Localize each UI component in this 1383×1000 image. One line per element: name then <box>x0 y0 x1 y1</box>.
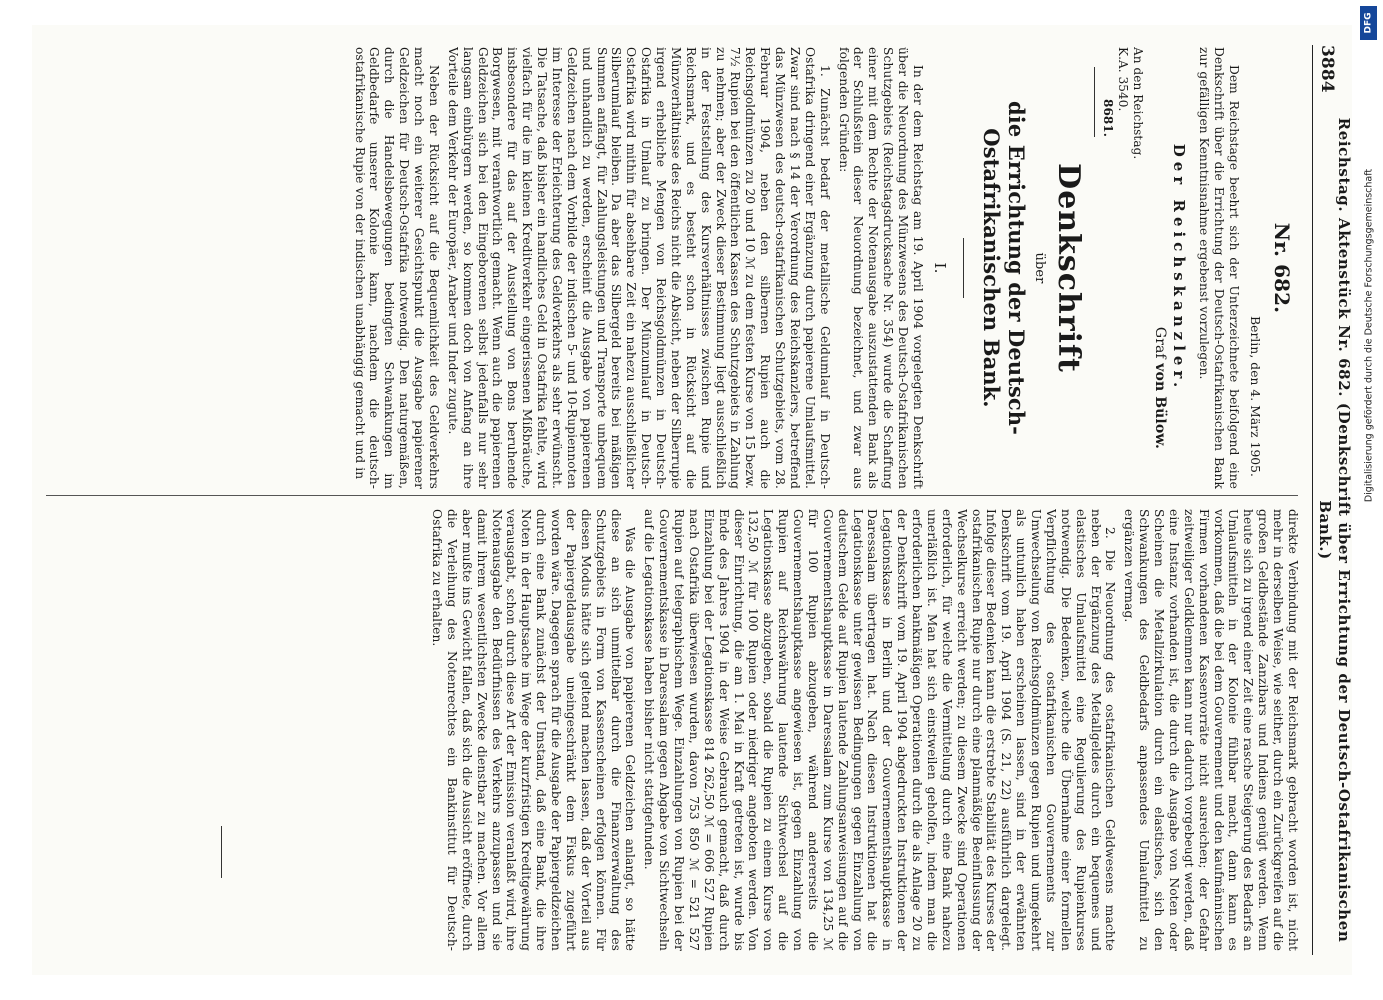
right-column <box>42 509 1300 951</box>
digitization-credit <box>1360 40 1377 1000</box>
column-divider <box>46 495 1298 496</box>
dfg-logo-text: DFG <box>1363 12 1374 34</box>
file-reference: K.A. 3540. <box>1115 47 1130 112</box>
section-heading: I. <box>930 262 949 274</box>
paragraph: 1. Zunächst bedarf der metallische Geldumlauf in Deutsch-Ostafrika dringend einer Ergänzung durch papierene Umlaufsmittel. Zwar sind nach § 14 der Verordnung des Reichskanzlers, betreffend das Münzwesen des deutsch-ostafrikanischen Schutzgebiets, vom 28. Februar 1904, neben den silbernen Rupien auch die Reichsgoldmünzen zu 20 und 10 ℳ zu dem festen Kurse von 15 bezw. 7½ Rupien bei den öffentlichen Kassen des Schutzgebiets in Zahlung zu nehmen; aber der Zweck dieser Bestimmung liegt ausschließlich in der Feststellung des Kursverhältnisses zwischen Rupie und Reichsmark, und es besteht schon in Rücksicht auf die Münzverhältnisse des Reichs nicht die Absicht, neben der Silberrupie irgend erhebliche Mengen von Reichsgoldmünzen in Deutsch-Ostafrika in Umlauf zu bringen. Der Münzumlauf in Deutsch-Ostafrika wird mithin für absehbare Zeit ein nahezu ausschließlicher Silberumlauf bleiben. Da aber das Silbergeld bereits bei mäßigen Summen anfängt, für Zahlungsleistungen und Transporte unbequem und unhandlich zu werden, erscheint die Ausgabe von papierenen Geldzeichen nach dem Vorbilde der indischen 5- und 10-Rupiennoten im Interesse der Erleichterung des Geldverkehrs als sehr erwünscht. Die Tatsache, daß bisher ein handliches Geld in Ostafrika fehlte, wird vielfach für die im kleinen Kreditverkehr eingerissenen Mißbräuche, insbesondere für das auf der Ausstellung von Bons beruhende Borgwesen, mit verantwortlich gemacht. Wenn auch die papierenen Geldzeichen sich bei den Eingeborenen selbst jedenfalls nur sehr langsam einbürgern werden, so kommen doch von Anfang an ihre Vorteile dem Verkehr der Europäer, Araber und Inder zugute. <box>445 47 832 489</box>
signature-prefix: Graf <box>1151 326 1168 359</box>
divider <box>963 238 964 298</box>
dfg-logo <box>1360 6 1377 40</box>
addressee: An den Reichstag. <box>1130 47 1145 160</box>
margin-pencil-mark <box>205 826 222 878</box>
memorandum-subtitle: die Errichtung der Deutsch-Ostafrikanischen Bank. <box>978 101 1029 435</box>
memorandum-title: Denkschrift <box>1050 163 1086 373</box>
paragraph: Neben der Rücksicht auf die Bequemlichkeit des Geldverkehrs macht noch ein weiterer Gesichtspunkt die Ausgabe papierener Geldzeichen für Deutsch-Ostafrika notwendig. Den naturgemäßen, durch die Handelsbewegungen bedingten Schwankungen im Geldbedarfe unserer Kolonie kann, nachdem die deutsch-ostafrikanische Rupie von der indischen unabhängig gemacht und in <box>352 47 441 489</box>
paragraph: Was die Ausgabe von papierenen Geldzeichen anlangt, so hätte diese an sich unmittelbar durch die Finanzverwaltung des Schutzgebiets in Form von Kassenscheinen erfolgen können. Für diesen Modus hätte sich geltend machen lassen, daß der Vorteil aus der Papiergeldausgabe uneingeschränkt dem Fiskus zugeführt worden wäre. Dagegen sprach für die Ausgabe der Papiergeldzeichen durch eine Bank zunächst der Umstand, daß eine Bank, die ihre Noten in der Hauptsache im Wege der kurzfristigen Kreditgewährung verausgabt, schon durch diese Art der Emission veranlaßt wird, ihre Notenausgabe den Bedürfnissen des Verkehrs anzupassen und sie damit ihrem wesentlichsten Zwecke dienstbar zu machen. Vor allem aber mußte ins Gewicht fallen, daß sich die Aussicht eröffnete, durch die Verleihung des Notenrechtes ein Bankinstitut für Deutsch-Ostafrika zu erhalten. <box>429 509 637 951</box>
running-title: Reichstag. Aktenstück Nr. 682. (Denkschrift über Errichtung der Deutsch-Ostafrikanischen Bank.) <box>1315 117 1353 943</box>
running-head <box>1312 45 1353 955</box>
page-number: 3884 <box>1316 45 1337 93</box>
signature <box>1150 47 1167 449</box>
signature-name: von Bülow. <box>1151 363 1168 449</box>
file-reference-number: 8681. <box>1100 99 1115 138</box>
divider <box>1093 67 1094 137</box>
paragraph: 2. Die Neuordnung des ostafrikanischen Geldwesens machte neben der Ergänzung des Metallgeldes durch ein bequemes und elastisches Umlaufsmittel eine Regulierung des Rupienkurses notwendig. Die Bedenken, welche die Übernahme einer formellen Verpflichtung des ostafrikanischen Gouvernements zur Umwechselung von Reichsgoldmünzen gegen Rupien und umgekehrt als untunlich haben erscheinen lassen, sind in der erwähnten Denkschrift vom 19. April 1904 (S. 21, 22) ausführlich dargelegt. Infolge dieser Bedenken kann die erstrebte Stabilität des Kurses der ostafrikanischen Rupie nur durch eine planmäßige Beeinflussung der Wechselkurse erreicht werden; zu diesem Zwecke sind Operationen erforderlich, für welche die Vermittelung durch eine Bank nahezu unerläßlich ist. Man hat sich einstweilen geholfen, indem man die erforderlichen bankmäßigen Operationen durch die als Anlage 20 zu der Denkschrift vom 19. April 1904 abgedruckten Instruktionen der Legationskasse in Berlin und der Gouvernementshauptkasse in Daressalam übertragen hat. Nach diesen Instruktionen hat die Legationskasse unter gewissen Bedingungen gegen Einzahlung von deutschem Gelde auf Rupien lautende Zahlungsanweisungen auf die Gouvernementshauptkasse in Daressalam zum Kurse von 134,25 ℳ für 100 Rupien abzugeben, während andererseits die Gouvernementshauptkasse angewiesen ist, gegen Einzahlung von Rupien auf Reichswährung lautende Sichtwechsel auf die Legationskasse abzugeben, sobald die Rupien zu einem Kurse von 132,50 ℳ für 100 Rupien oder niedriger angeboten werden. Von dieser Einrichtung, die am 1. Mai in Kraft getreten ist, wurde bis Ende des Jahres 1904 in der Weise Gebrauch gemacht, daß durch Einzahlung bei der Legationskasse 814 262,50 ℳ = 606 527 Rupien nach Ostafrika überwiesen wurden, davon 753 850 ℳ = 521 527 Rupien auf telegraphischem Wege. Einzahlungen von Rupien bei der Gouvernementskasse in Daressalam gegen Abgabe von Sichtwechseln auf die Legationskasse haben bisher nicht stattgefunden. <box>641 509 1117 951</box>
digitization-credit-text: Digitalisierung gefördert durch die Deutsche Forschungsgemeinschaft <box>1363 168 1374 503</box>
left-column <box>42 47 1300 489</box>
document-page <box>32 25 1352 975</box>
document-number: Nr. 682. <box>1269 222 1294 314</box>
paragraph: In der dem Reichstag am 19. April 1904 vorgelegten Denkschrift über die Neuordnung des Münzwesens des Deutsch-Ostafrikanischen Schutzgebiets (Reichstagsdrucksache Nr. 354) wurde die Schaffung einer mit dem Rechte der Notenausgabe auszustattenden Bank als der Schlußstein dieser Neuordnung bezeichnet, und zwar aus folgenden Gründen: <box>836 47 925 489</box>
digitization-notice <box>1353 0 1383 1000</box>
cover-letter-text: Dem Reichstage beehrt sich der Unterzeichnete beifolgend eine Denkschrift über die Errichtung der Deutsch-Ostafrikanischen Bank zur gefälligen Kenntnisnahme ergebenst vorzulegen. <box>1196 47 1241 489</box>
signature-title: Der Reichskanzler. <box>1169 143 1188 393</box>
memorandum-connector: über <box>1031 252 1047 284</box>
dateline: Berlin, den 4. März 1905. <box>1247 316 1262 477</box>
paragraph: direkte Verbindung mit der Reichsmark gebracht worden ist, nicht mehr in derselben Weise, wie seither, durch ein Zurückgreifen auf die großen Geldbestände Zanzibars und Indiens genügt werden. Wenn heute sich zu irgend einer Zeit eine rasche Steigerung des Bedarfs an Umlaufsmitteln in der Kolonie fühlbar macht, dann kann es vorkommen, daß die bei dem Gouvernement und den kaufmännischen Firmen vorhandenen Kassenvorräte nicht ausreichen; der Gefahr zeitweiliger Geldklemmen kann nur dadurch vorgebeugt werden, daß eine Instanz vorhanden ist, die durch die Ausgabe von Noten oder Scheinen die Metallzirkulation durch ein elastisches, sich den Schwankungen des Geldbedarfs anpassendes Umlaufmittel zu ergänzen vermag. <box>1121 509 1300 951</box>
